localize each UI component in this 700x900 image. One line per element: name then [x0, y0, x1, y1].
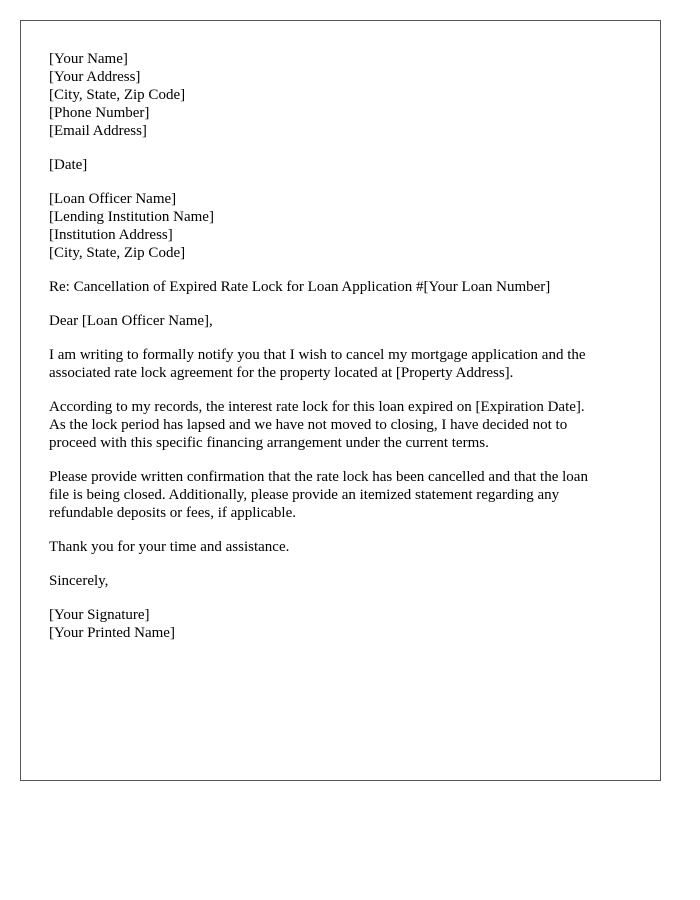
closing: Sincerely,	[49, 573, 109, 589]
body-paragraph-2	[49, 398, 632, 452]
sender-address: [Your Address]	[49, 69, 141, 85]
letter-page	[20, 20, 661, 781]
paragraph-line: According to my records, the interest rate lock for this loan expired on [Expiration Date].	[49, 399, 585, 415]
sender-name: [Your Name]	[49, 51, 128, 67]
signature: [Your Signature]	[49, 607, 150, 623]
paragraph-line: Please provide written confirmation that the rate lock has been cancelled and that the loan	[49, 469, 588, 485]
recipient-institution: [Lending Institution Name]	[49, 209, 214, 225]
sender-block	[49, 50, 632, 140]
paragraph-line: associated rate lock agreement for the property located at [Property Address].	[49, 365, 514, 381]
signature-block	[49, 606, 632, 642]
body-paragraph-4	[49, 538, 632, 556]
paragraph-line: Thank you for your time and assistance.	[49, 539, 290, 555]
body-paragraph-3	[49, 468, 632, 522]
paragraph-line: As the lock period has lapsed and we have not moved to closing, I have decided not to	[49, 417, 568, 433]
subject-line: Re: Cancellation of Expired Rate Lock for Loan Application #[Your Loan Number]	[49, 279, 551, 295]
recipient-block	[49, 190, 632, 262]
sender-phone: [Phone Number]	[49, 105, 150, 121]
sender-email: [Email Address]	[49, 123, 147, 139]
recipient-city: [City, State, Zip Code]	[49, 245, 186, 261]
printed-name: [Your Printed Name]	[49, 625, 175, 641]
date: [Date]	[49, 157, 88, 173]
paragraph-line: refundable deposits or fees, if applicable.	[49, 505, 296, 521]
sender-city: [City, State, Zip Code]	[49, 87, 186, 103]
salutation: Dear [Loan Officer Name],	[49, 313, 213, 329]
paragraph-line: I am writing to formally notify you that I wish to cancel my mortgage application and the	[49, 347, 586, 363]
body-paragraph-1	[49, 346, 632, 382]
recipient-name: [Loan Officer Name]	[49, 191, 177, 207]
recipient-address: [Institution Address]	[49, 227, 173, 243]
paragraph-line: proceed with this specific financing arrangement under the current terms.	[49, 435, 489, 451]
paragraph-line: file is being closed. Additionally, please provide an itemized statement regarding any	[49, 487, 560, 503]
